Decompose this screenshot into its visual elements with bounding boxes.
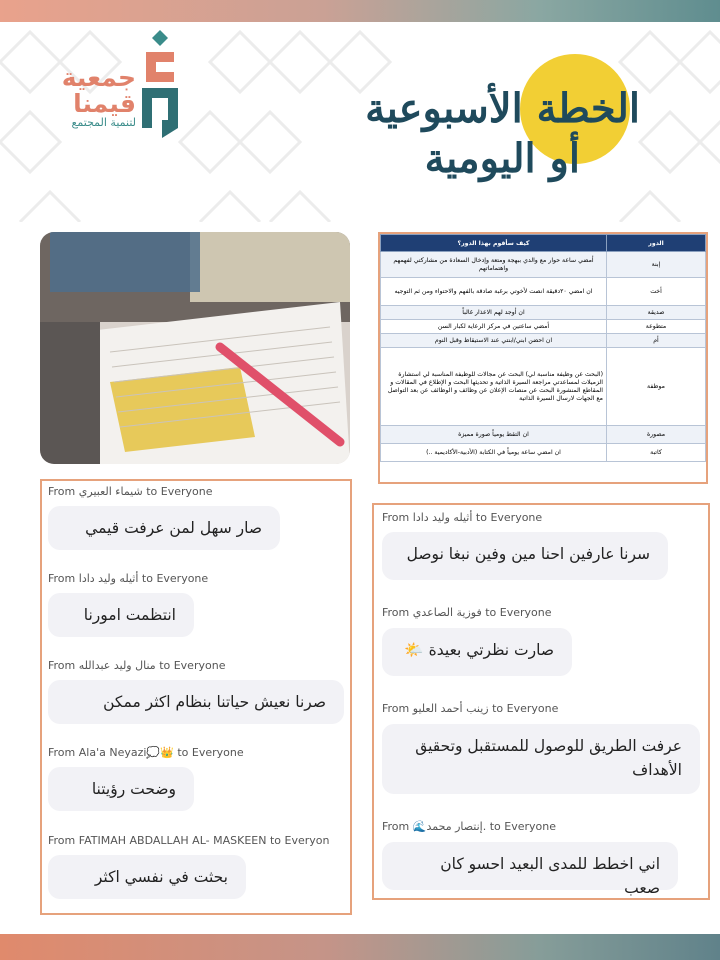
role-cell: أم xyxy=(607,334,706,348)
meta-to: to Everyone xyxy=(475,511,543,524)
chat-message-meta xyxy=(382,820,556,833)
chat-message-meta xyxy=(48,834,329,847)
roles-table xyxy=(380,234,706,462)
how-cell: أمضي ساعتين في مركز الرعاية لكبار السن xyxy=(381,320,607,334)
meta-to: to Everyon xyxy=(269,834,330,847)
bottom-gradient-bar xyxy=(0,934,720,960)
chat-bubble: صار سهل لمن عرفت قيمي xyxy=(48,506,280,550)
meta-to: to Everyone xyxy=(492,702,559,715)
meta-to: to Everyone xyxy=(159,659,226,672)
meta-from: From xyxy=(382,511,410,524)
meta-to: to Everyone xyxy=(485,606,552,619)
chat-bubble: صارت نظرتي بعيدة 🌤️ xyxy=(382,628,572,676)
page-title-line2: أو اليومية xyxy=(424,135,580,182)
chat-bubble: عرفت الطريق للوصول للمستقبل وتحقيق الأهداف xyxy=(382,724,700,794)
how-cell: ان أوجد لهم الاعذار غالباً xyxy=(381,306,607,320)
meta-sender: FATIMAH ABDALLAH AL- MASKEEN xyxy=(78,834,267,847)
table-row xyxy=(381,320,706,334)
header-how: كيف سأقوم بهذا الدور؟ xyxy=(381,235,607,252)
meta-sender: Ala'a Neyazi💭👑 xyxy=(78,746,174,759)
meta-sender: أثيله وليد دادا xyxy=(78,572,139,585)
meta-sender: أثيله وليد دادا xyxy=(412,511,473,524)
meta-from: From xyxy=(382,702,410,715)
how-cell: ان التقط يومياً صورة مميزة xyxy=(381,426,607,444)
chat-message-meta xyxy=(382,606,552,619)
meta-from: From xyxy=(382,820,410,833)
chat-panel-right xyxy=(372,503,710,900)
role-cell: متطوعة xyxy=(607,320,706,334)
table-row xyxy=(381,444,706,462)
how-cell: ان امضي ساعة يومياً في الكتابة (الأدبية-الأكاديمية ..) xyxy=(381,444,607,462)
how-cell: (البحث عن وظيفة مناسبة لي) البحث عن مجالات للوظيفة المناسبة لي استشارة الزميلات لمساعدتي مراجعة السيرة الذاتية و تحديثها البحث و الإطلاع في المقالات و المقاطع المنشورة البحث عن منصات الإعلان عن وظائف و الوظائف عن بعد التواصل مع الجهات لارسال السيرة الذاتية xyxy=(381,348,607,426)
meta-to: to Everyone xyxy=(489,820,557,833)
table-row xyxy=(381,252,706,278)
chat-bubble: انتظمت امورنا xyxy=(48,593,194,637)
table-row xyxy=(381,306,706,320)
chat-message-meta xyxy=(48,572,208,585)
meta-from: From xyxy=(382,606,410,619)
role-cell: أخت xyxy=(607,278,706,306)
chat-message-meta xyxy=(382,511,542,524)
table-row xyxy=(381,278,706,306)
how-cell: ان احضن ابني/ابنتي عند الاستيقاظ وقبل النوم xyxy=(381,334,607,348)
meta-from: From xyxy=(48,485,76,498)
table-header-row xyxy=(381,235,706,252)
chat-message-meta xyxy=(48,746,244,759)
meta-from: From xyxy=(48,746,76,759)
role-cell: موظفة xyxy=(607,348,706,426)
meta-to: to Everyone xyxy=(141,572,209,585)
page-title-line1: الخطة الأسبوعية xyxy=(365,85,640,132)
chat-bubble: وضحت رؤيتنا xyxy=(48,767,194,811)
meta-sender: شيماء العبيري xyxy=(78,485,143,498)
table-row xyxy=(381,348,706,426)
meta-sender: منال وليد عبدالله xyxy=(78,659,156,672)
how-cell: أمضي ساعة حوار مع والدي ببهجة ومتعة وإدخال السعادة من مشاركتي لفهمهم واهتماماتهم xyxy=(381,252,607,278)
logo-text-line1: جمعية xyxy=(61,63,136,92)
notebook-photo-illustration xyxy=(40,232,350,464)
role-cell: صديقة xyxy=(607,306,706,320)
meta-sender: زينب أحمد العليو xyxy=(412,702,489,715)
table-row xyxy=(381,426,706,444)
role-plan-table xyxy=(378,232,708,484)
table-row xyxy=(381,334,706,348)
top-gradient-bar xyxy=(0,0,720,22)
role-cell: إبنة xyxy=(607,252,706,278)
header-role: الدور xyxy=(607,235,706,252)
meta-from: From xyxy=(48,659,76,672)
chat-message-meta xyxy=(48,659,225,672)
role-cell: كاتبة xyxy=(607,444,706,462)
meta-to: to Everyone xyxy=(177,746,244,759)
meta-sender: فوزية الصاعدي xyxy=(412,606,482,619)
chat-bubble: صرنا نعيش حياتنا بنظام اكثر ممكن xyxy=(48,680,344,724)
chat-message-meta xyxy=(382,702,558,715)
chat-bubble: اني اخطط للمدى البعيد احسو كان صعب xyxy=(382,842,678,890)
meta-sender: 🌊إنتصار محمد. xyxy=(412,820,487,833)
logo-mark-icon xyxy=(138,28,182,140)
logo-text-line2: قيمنا xyxy=(73,89,136,118)
meta-to: to Everyone xyxy=(146,485,213,498)
role-cell: مصورة xyxy=(607,426,706,444)
meta-from: From xyxy=(48,572,76,585)
how-cell: ان امضي ٢٠دقيقة انصت لأخوتي برغبة صادقة بالفهم والاحتواء ومن ثم التوجيه xyxy=(381,278,607,306)
chat-bubble: سرنا عارفين احنا مين وفين نبغا نوصل xyxy=(382,532,668,580)
chat-message-meta xyxy=(48,485,213,498)
logo-text-line3: لتنمية المجتمع xyxy=(71,116,136,129)
chat-panel-left xyxy=(40,479,352,915)
notebook-photo xyxy=(40,232,350,464)
meta-from: From xyxy=(48,834,76,847)
chat-bubble: بحثت في نفسي اكثر xyxy=(48,855,246,899)
